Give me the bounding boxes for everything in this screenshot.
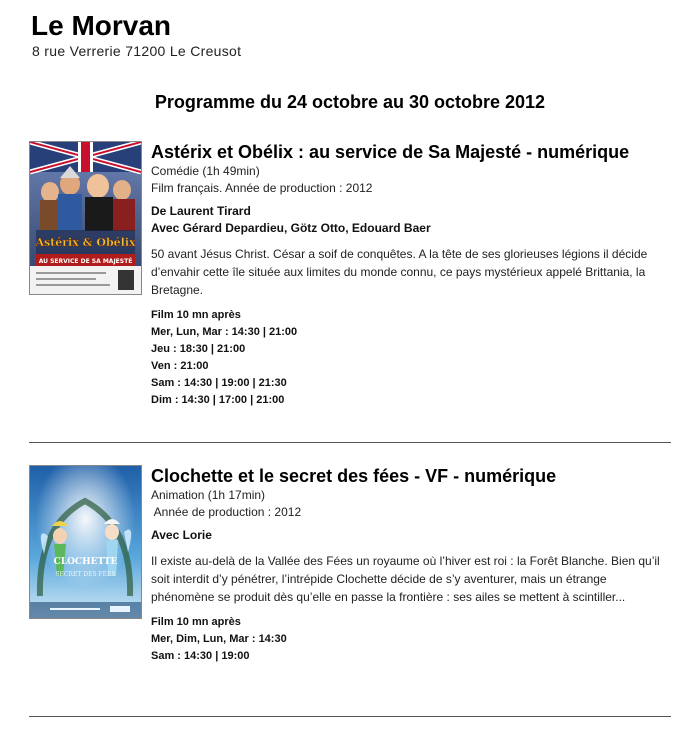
showtime-line: Jeu : 18:30 | 21:00 [151,343,246,355]
cinema-address: 8 rue Verrerie 71200 Le Creusot [32,43,242,59]
cinema-name: Le Morvan [31,10,172,41]
poster-subtitle: AU SERVICE DE SA MAJESTÉ [38,258,133,265]
divider [29,716,671,717]
showtime-line: Sam : 14:30 | 19:00 [151,650,250,662]
showtimes [151,307,671,409]
movie-poster[interactable] [29,465,142,619]
movie-title[interactable]: Astérix et Obélix : au service de Sa Majesté - numérique [151,142,630,162]
movie-production: Année de production : 2012 [151,505,302,519]
movie-production: Film français. Année de production : 2012 [151,181,373,195]
poster-subtitle: SECRET DES FÉES [55,571,116,578]
program-title: Programme du 24 octobre au 30 octobre 2012 [154,92,546,112]
showtime-line: Mer, Dim, Lun, Mar : 14:30 [151,633,287,645]
divider [29,442,671,443]
movie-synopsis: Il existe au-delà de la Vallée des Fées un royaume où l’hiver est roi : la Forêt Blanche. Bien qu’il soit interdit d’y pénétrer, l’intrépide Clochette décide de s’y aventurer, mais un étrange phénomène se produit dès qu’elle en passe la frontière : ses ailes se mettent à scintiller... [151,554,660,604]
showtime-line: Ven : 21:00 [151,360,209,372]
poster-title: Astérix & Obélix [35,236,136,249]
movie-synopsis: 50 avant Jésus Christ. César a soif de conquêtes. A la tête de ses glorieuses légions il décide d’envahir cette île située aux limites du monde connu, ce pays mystérieux appelé Brittania, la Bretagne. [151,247,648,297]
showtime-line: Mer, Lun, Mar : 14:30 | 21:00 [151,326,298,338]
showtime-line: Sam : 14:30 | 19:00 | 21:30 [151,377,287,389]
movie-info [151,141,671,409]
poster-image [30,142,141,294]
poster-title: CLOCHETTE [53,557,118,567]
showtimes-note: Film 10 mn après [151,309,241,321]
showtime-line: Dim : 14:30 | 17:00 | 21:00 [151,394,285,406]
movie-cast: Avec Gérard Depardieu, Götz Otto, Edouard Baer [151,221,431,235]
movie-director: De Laurent Tirard [151,204,251,218]
movie-genre-duration: Animation (1h 17min) [151,488,266,502]
movie-title[interactable]: Clochette et le secret des fées - VF - numérique [151,466,557,486]
movie-poster[interactable] [29,141,142,295]
poster-image [30,466,141,618]
movie-genre-duration: Comédie (1h 49min) [151,164,260,178]
movie-info [151,465,671,665]
showtimes [151,614,671,665]
showtimes-note: Film 10 mn après [151,616,241,628]
movie-cast: Avec Lorie [151,528,212,542]
